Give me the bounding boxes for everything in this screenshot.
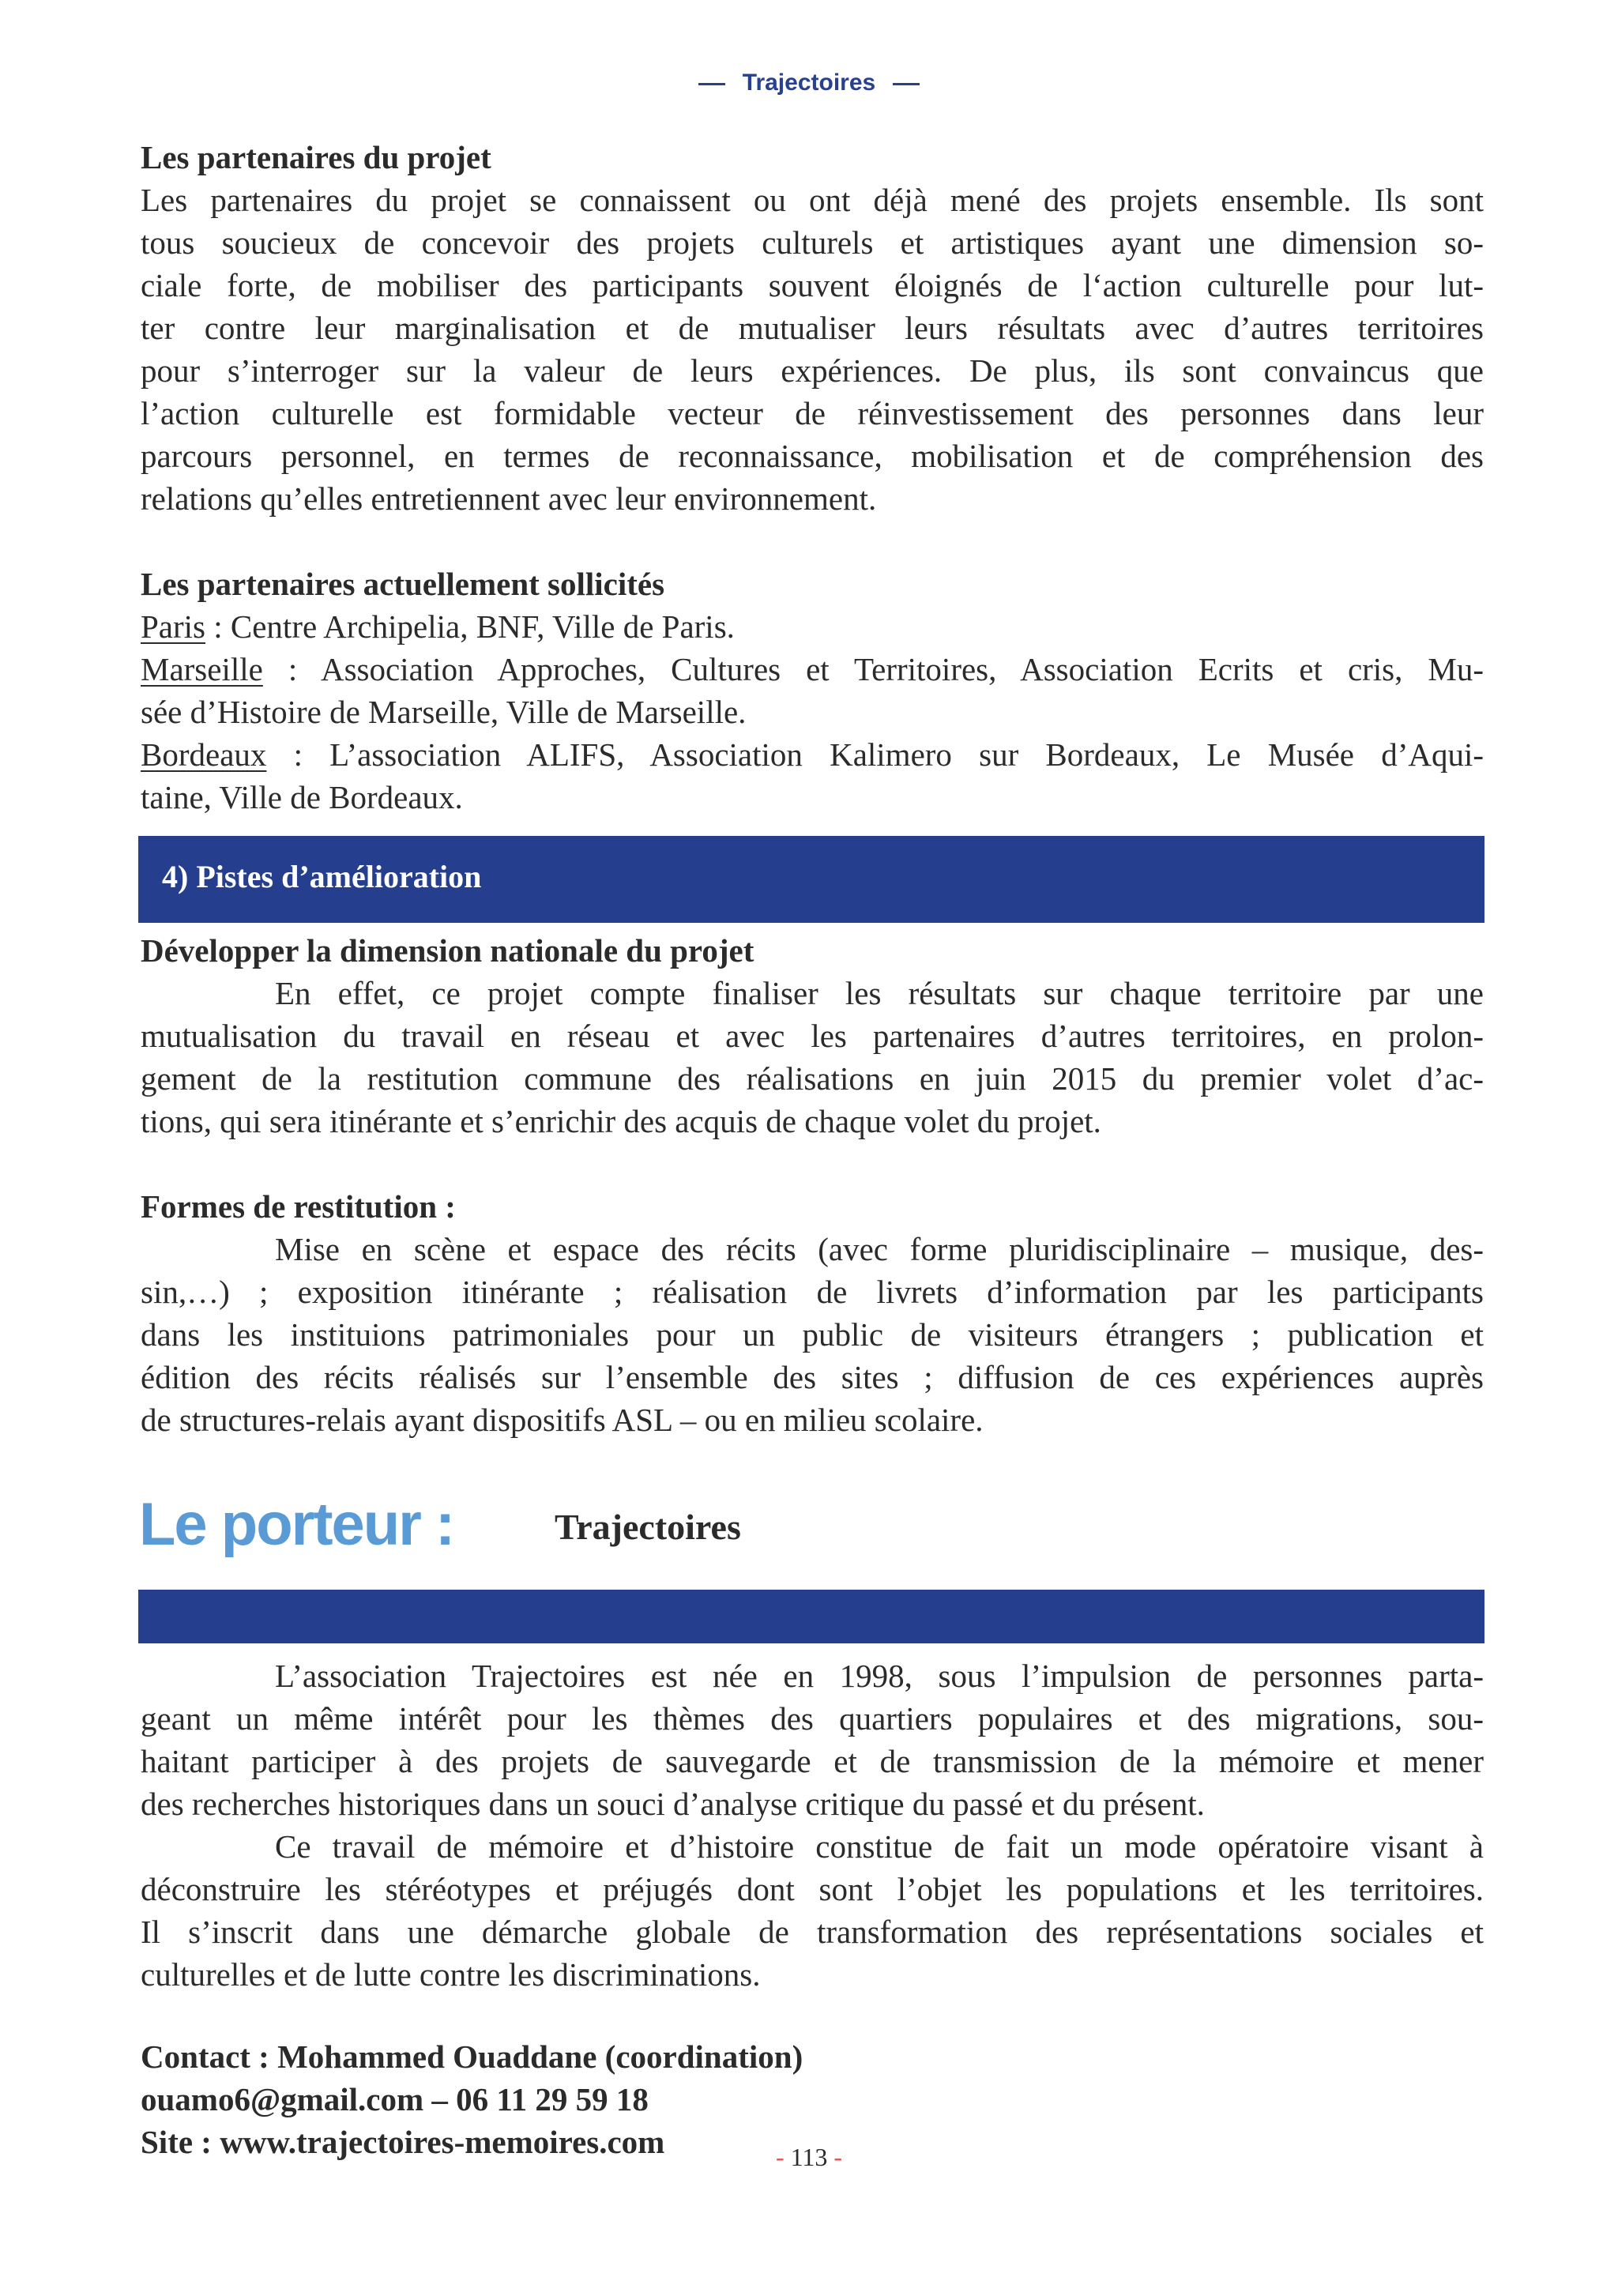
- improvement-heading: Développer la dimension nationale du projet: [141, 932, 754, 969]
- section-title: 4) Pistes d’amélioration: [162, 859, 482, 894]
- restitution-line: de structures-relais ayant dispositifs ASL – ou en milieu scolaire.: [141, 1402, 984, 1438]
- improvement-line: mutualisation du travail en réseau et avec les partenaires d’autres territoires, en prolon-: [141, 1018, 1484, 1054]
- bordeaux-line-2: taine, Ville de Bordeaux.: [141, 779, 463, 815]
- solicited-section: [141, 563, 1484, 819]
- porteur-line: geant un même intérêt pour les thèmes des quartiers populaires et des migrations, sou-: [141, 1700, 1484, 1737]
- header-title: Trajectoires: [742, 70, 876, 96]
- bordeaux-line: Bordeaux : L’association ALIFS, Association Kalimero sur Bordeaux, Le Musée d’Aqui-: [141, 736, 1484, 773]
- partners-line: ter contre leur marginalisation et de mutualiser leurs résultats avec d’autres territoires: [141, 310, 1484, 346]
- partners-line: relations qu’elles entretiennent avec leur environnement.: [141, 480, 877, 517]
- city-paris: Paris: [141, 608, 205, 645]
- contact-email-phone: ouamo6@gmail.com – 06 11 29 59 18: [141, 2081, 649, 2117]
- contact-name: Contact : Mohammed Ouaddane (coordination): [141, 2038, 803, 2075]
- porteur-description: [141, 1654, 1484, 1996]
- restitution-line: Mise en scène et espace des récits (avec forme pluridisciplinaire – musique, des-: [275, 1231, 1484, 1267]
- porteur-line: déconstruire les stéréotypes et préjugés dont sont l’objet les populations et les territoires.: [141, 1871, 1484, 1907]
- improvement-line: gement de la restitution commune des réalisations en juin 2015 du premier volet d’ac-: [141, 1060, 1484, 1097]
- partners-section: [141, 136, 1484, 520]
- partners-heading: Les partenaires du projet: [141, 139, 491, 175]
- header-dash-right: [893, 83, 920, 85]
- partners-line: Les partenaires du projet se connaissent ou ont déjà mené des projets ensemble. Ils sont: [141, 182, 1484, 218]
- improvement-line: tions, qui sera itinérante et s’enrichir des acquis de chaque volet du projet.: [141, 1103, 1101, 1139]
- porteur-label: Le porteur :: [139, 1491, 454, 1558]
- restitution-line: sin,…) ; exposition itinérante ; réalisation de livrets d’information par les participants: [141, 1274, 1484, 1310]
- porteur-line: des recherches historiques dans un souci d’analyse critique du passé et du présent.: [141, 1786, 1205, 1822]
- restitution-line: édition des récits réalisés sur l’ensemble des sites ; diffusion de ces expériences auprès: [141, 1359, 1484, 1395]
- porteur-line: haitant participer à des projets de sauvegarde et de transmission de la mémoire et mener: [141, 1743, 1484, 1779]
- section-band: [138, 836, 1484, 923]
- solicited-heading: Les partenaires actuellement sollicités: [141, 566, 665, 602]
- porteur-name: Trajectoires: [555, 1507, 741, 1547]
- porteur-line: Ce travail de mémoire et d’histoire constitue de fait un mode opératoire visant à: [275, 1828, 1484, 1865]
- restitution-line: dans les instituions patrimoniales pour un public de visiteurs étrangers ; publication et: [141, 1316, 1484, 1353]
- page-number: 113: [790, 2143, 828, 2171]
- restitution-section: [141, 1185, 1484, 1441]
- marseille-line: Marseille : Association Approches, Cultures et Territoires, Association Ecrits et cris, Mu-: [141, 651, 1484, 687]
- city-marseille: Marseille: [141, 651, 263, 687]
- porteur-line: Il s’inscrit dans une démarche globale de transformation des représentations sociales et: [141, 1914, 1484, 1950]
- running-header: [0, 70, 1618, 96]
- page-footer: - 113 -: [775, 2143, 843, 2171]
- porteur-band: [138, 1590, 1484, 1643]
- porteur-line: culturelles et de lutte contre les discriminations.: [141, 1956, 761, 1993]
- header-dash-left: [698, 83, 725, 85]
- improvement-line: En effet, ce projet compte finaliser les résultats sur chaque territoire par une: [275, 975, 1484, 1011]
- partners-line: tous soucieux de concevoir des projets culturels et artistiques ayant une dimension so-: [141, 224, 1484, 261]
- porteur-line: L’association Trajectoires est née en 1998, sous l’impulsion de personnes parta-: [275, 1658, 1484, 1694]
- partners-line: parcours personnel, en termes de reconnaissance, mobilisation et de compréhension des: [141, 438, 1484, 474]
- contact-website: Site : www.trajectoires-memoires.com: [141, 2124, 665, 2160]
- partners-line: l’action culturelle est formidable vecteur de réinvestissement des personnes dans leur: [141, 395, 1484, 431]
- partners-line: pour s’interroger sur la valeur de leurs expériences. De plus, ils sont convaincus que: [141, 352, 1484, 389]
- city-bordeaux: Bordeaux: [141, 736, 267, 773]
- paris-line: Paris : Centre Archipelia, BNF, Ville de Paris.: [141, 608, 735, 645]
- partners-line: ciale forte, de mobiliser des participants souvent éloignés de l‘action culturelle pour lut-: [141, 267, 1484, 303]
- restitution-heading: Formes de restitution :: [141, 1188, 456, 1225]
- marseille-line-2: sée d’Histoire de Marseille, Ville de Marseille.: [141, 694, 747, 730]
- improvement-section: [141, 929, 1484, 1142]
